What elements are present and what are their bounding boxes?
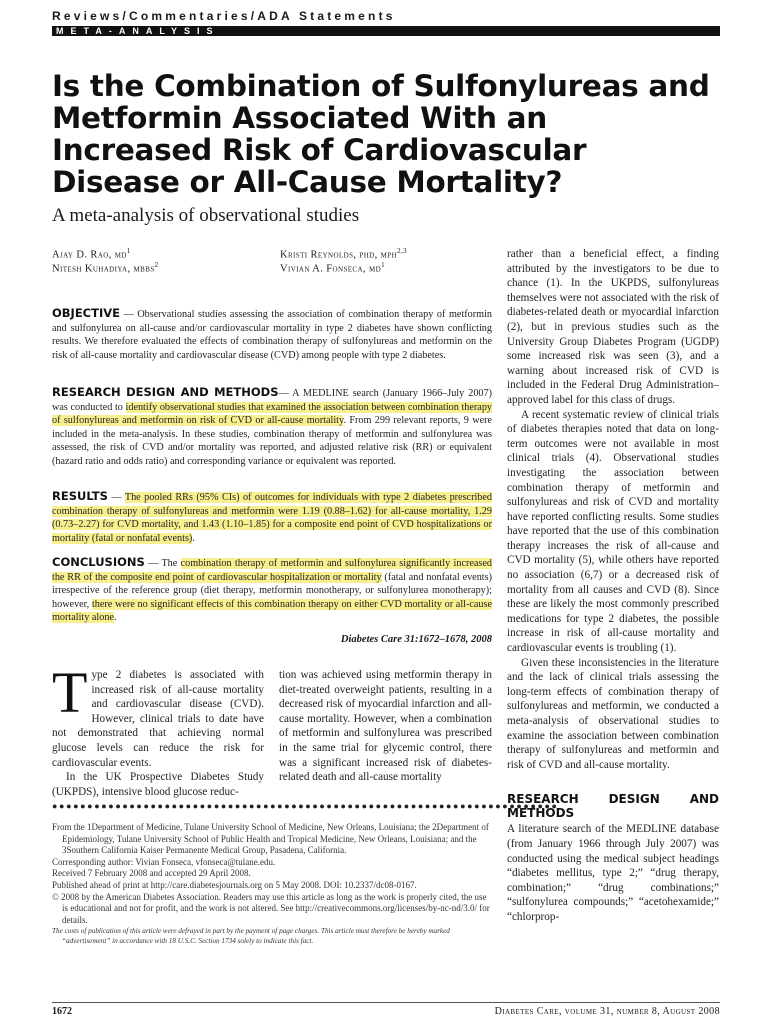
conclusions-heading: CONCLUSIONS: [52, 555, 145, 569]
body-paragraph: In the UK Prospective Diabetes Study (UKPDS), intensive blood glucose reduc-: [52, 771, 264, 798]
body-column-left: Type 2 diabetes is associated with increased risk of all-cause mortality and cardiovascular disease (CVD). However, clinical trials to date have not demonstrated that achieving normal glucose levels can reduce the risk for cardiovascular events. In the UK Prospective Diabetes Study (UKPDS), intensive blood glucose reduc-: [52, 660, 264, 798]
body-paragraph: A recent systematic review of clinical trials of diabetes therapies noted that data on long-term outcomes were not available in most clinical trials (4). Observational studies investigating the association between combination therapy of metformin and sulfonylureas and risk of CVD and mortality have reported conflicting results. Some studies have reported that the use of this combination therapy increases the risk of all-cause and CVD mortality (5), while others have reported no association (6,7) or a decreased risk of mortality from all causes and CVD (8). Since these are likely the most commonly prescribed medications for type 2 diabetes, the possible increase in risk of all-cause mortality and cardiovascular events is troubling (1).: [507, 408, 719, 655]
published-info: Published ahead of print at http://care.diabetesjournals.org on 5 May 2008. DOI: 10.2337/dc08-0167.: [52, 879, 417, 890]
highlight: The pooled RRs (95% CIs) of outcomes for individuals with type 2 diabetes prescribed combination therapy of sulfonylureas and metformin were 1.19 (0.88–1.62) for all-cause mortality, 1.29 (0.73–2.27) for CVD mortality, and 1.43 (1.10–1.85) for a composite end point of CVD hospitalizations or mortality (fatal or nonfatal events): [52, 492, 493, 544]
body-column-right: [507, 247, 719, 925]
methods-heading: RESEARCH DESIGN AND METHODS: [52, 385, 279, 399]
abstract-results: RESULTS — The pooled RRs (95% CIs) of outcomes for individuals with type 2 diabetes prescribed combination therapy of sulfonylureas and metformin were 1.19 (0.88–1.62) for all-cause mortality, 1.29 (0.73–2.27) for CVD mortality, and 1.43 (1.10–1.85) for a composite end point of CVD hospitalizations or mortality (fatal or nonfatal events).: [52, 489, 493, 544]
body-paragraph: A literature search of the MEDLINE database (from January 1966 through July 2007) was conducted using the medical subject headings “diabetes mellitus, type 2;” “drug therapy, combination;” “drug combinations;” “sulfonylurea compounds;” “acetohexamide;” “chlorprop-: [507, 823, 719, 923]
abstract-conclusions: CONCLUSIONS — The combination therapy of metformin and sulfonylurea significantly increased the RR of the composite end point of cardiovascular hospitalization or mortality (fatal and nonfatal events) irrespective of the reference group (diet therapy, metformin monotherapy, or sulfonylurea monotherapy); however, there were no significant effects of this combination therapy on either CVD mortality or all-cause mortality alone.: [52, 555, 493, 624]
body-paragraph: Given these inconsistencies in the literature and the lack of clinical trials assessing the long-term effects of combination therapy of sulfonylureas and metformin, we conducted a meta-analysis of observational studies to examine the association between combination therapy of sulfonylureas and metformin and risk of CVD and all-cause mortality.: [507, 656, 719, 771]
article-subtitle: A meta-analysis of observational studies: [52, 205, 360, 226]
article-title: Is the Combination of Sulfonylureas and Metformin Associated With an Increased Risk of Cardiovascular Disease or All-Cause Mortality?: [52, 69, 710, 199]
footer-rule: [52, 1002, 720, 1003]
author-1: Ajay D. Rao, $md^1$: [52, 247, 131, 261]
objective-heading: OBJECTIVE: [52, 306, 120, 320]
highlight: there were no significant effects of this combination therapy on either CVD mortality or all-cause mortality alone: [52, 598, 493, 624]
journal-footer: Diabetes Care, volume 31, number 8, August 2008: [494, 1006, 720, 1017]
author-2: Nitesh Kuhadiya, mbbs$^2$: [52, 261, 159, 275]
objective-text: — Observational studies assessing the association of combination therapy of metformin and sulfonylurea on all-cause and/or cardiovascular mortality in type 2 diabetes have shown conflicting results. We therefore evaluated the effects of combination therapy of sulfonylureas and metformin on the risk of all-cause mortality and cardiovascular disease (CVD) among people with type 2 diabetes.: [52, 309, 492, 361]
section-heading: RESEARCH DESIGN AND METHODS: [507, 792, 719, 821]
highlight: combination therapy of metformin and sulfonylurea significantly increased the RR of the composite end point of cardiovascular hospitalization or mortality: [52, 558, 492, 583]
received-date: Received 7 February 2008 and accepted 29 April 2008.: [52, 868, 251, 879]
results-heading: RESULTS: [52, 489, 108, 503]
section-label: Reviews/Commentaries/ADA Statements: [52, 9, 396, 23]
corresponding-author: Corresponding author: Vivian Fonseca, vfonseca@tulane.edu.: [52, 856, 276, 867]
affiliations: From the 1Department of Medicine, Tulane University School of Medicine, New Orleans, Louisiana; the 2Department of Epidemiology, Tulane University School of Public Health and Tropical Medicine, New Orleans, Louisiana; and the 3Southern California Kaiser Permanente Medical Group, Pasadena, California.: [52, 822, 489, 856]
author-4: Vivian A. Fonseca, $md^1$: [280, 261, 385, 275]
drop-cap: T: [52, 660, 88, 725]
body-column-middle: [279, 668, 492, 785]
costs-notice: The costs of publication of this article were defrayed in part by the payment of page charges. This article must therefore be hereby marked “advertisement” in accordance with 18 U.S.C. Section 1734 solely to indicate this fact.: [52, 927, 450, 946]
abstract-methods: RESEARCH DESIGN AND METHODS— A MEDLINE search (January 1966–July 2007) was conducted to identify observational studies that examined the association between combination therapy of sulfonylureas and metformin on risk of CVD or all-cause mortality. From 299 relevant reports, 9 were included in the meta-analysis. In these studies, combination therapy of metformin and sulfonylurea was assessed, the risk of CVD and/or mortality was reported, and adjusted relative risk (RR) or equivalent (hazard ratio and odds ratio) and corresponding variance or equivalent was reported.: [52, 385, 493, 467]
body-paragraph: rather than a beneficial effect, a finding attributed by the investigators to be due to chance (1). In the UKPDS, sulfonylureas themselves were not associated with the risk of diabetes-related death or myocardial infarction (2), but in previous studies such as the University Group Diabetes Program (UGDP) some increased risk was seen (3), and a warning about increased risk of CVD is included in the Federal Drug Administration–approved label for this class of drugs.: [507, 248, 719, 406]
highlight: identify observational studies that examined the association between combination therapy of sulfonylureas and metformin on risk of CVD or all-cause mortality: [52, 401, 493, 427]
journal-citation: Diabetes Care 31:1672–1678, 2008: [340, 634, 492, 645]
subsection-label: META-ANALYSIS: [56, 26, 220, 36]
body-paragraph: tion was achieved using metformin therapy in diet-treated overweight patients, resulting in a decreased risk of myocardial infarction and all-cause mortality. However, when a combination of metformin and sulfonylurea was prescribed in the same trial for glycemic control, there was a significant increased risk of diabetes-related death and all-cause mortality: [279, 669, 492, 784]
footnotes: [52, 822, 492, 946]
page-number: 1672: [52, 1006, 72, 1017]
author-3: Kristi Reynolds, phd, mph$^{2,3}$: [280, 247, 408, 261]
copyright: © 2008 by the American Diabetes Association. Readers may use this article as long as the work is properly cited, the use is educational and not for profit, and the work is not altered. See http://creativecommons.org/licenses/by-nc-nd/3.0/ for details.: [52, 891, 490, 925]
abstract-objective: [52, 307, 492, 362]
dotted-divider: ●●●●●●●●●●●●●●●●●●●●●●●●●●●●●●●●●●●●●●●●●●●●●●●●●●●●●●●●●●●●●●●●●●●●●●●●: [52, 801, 559, 811]
